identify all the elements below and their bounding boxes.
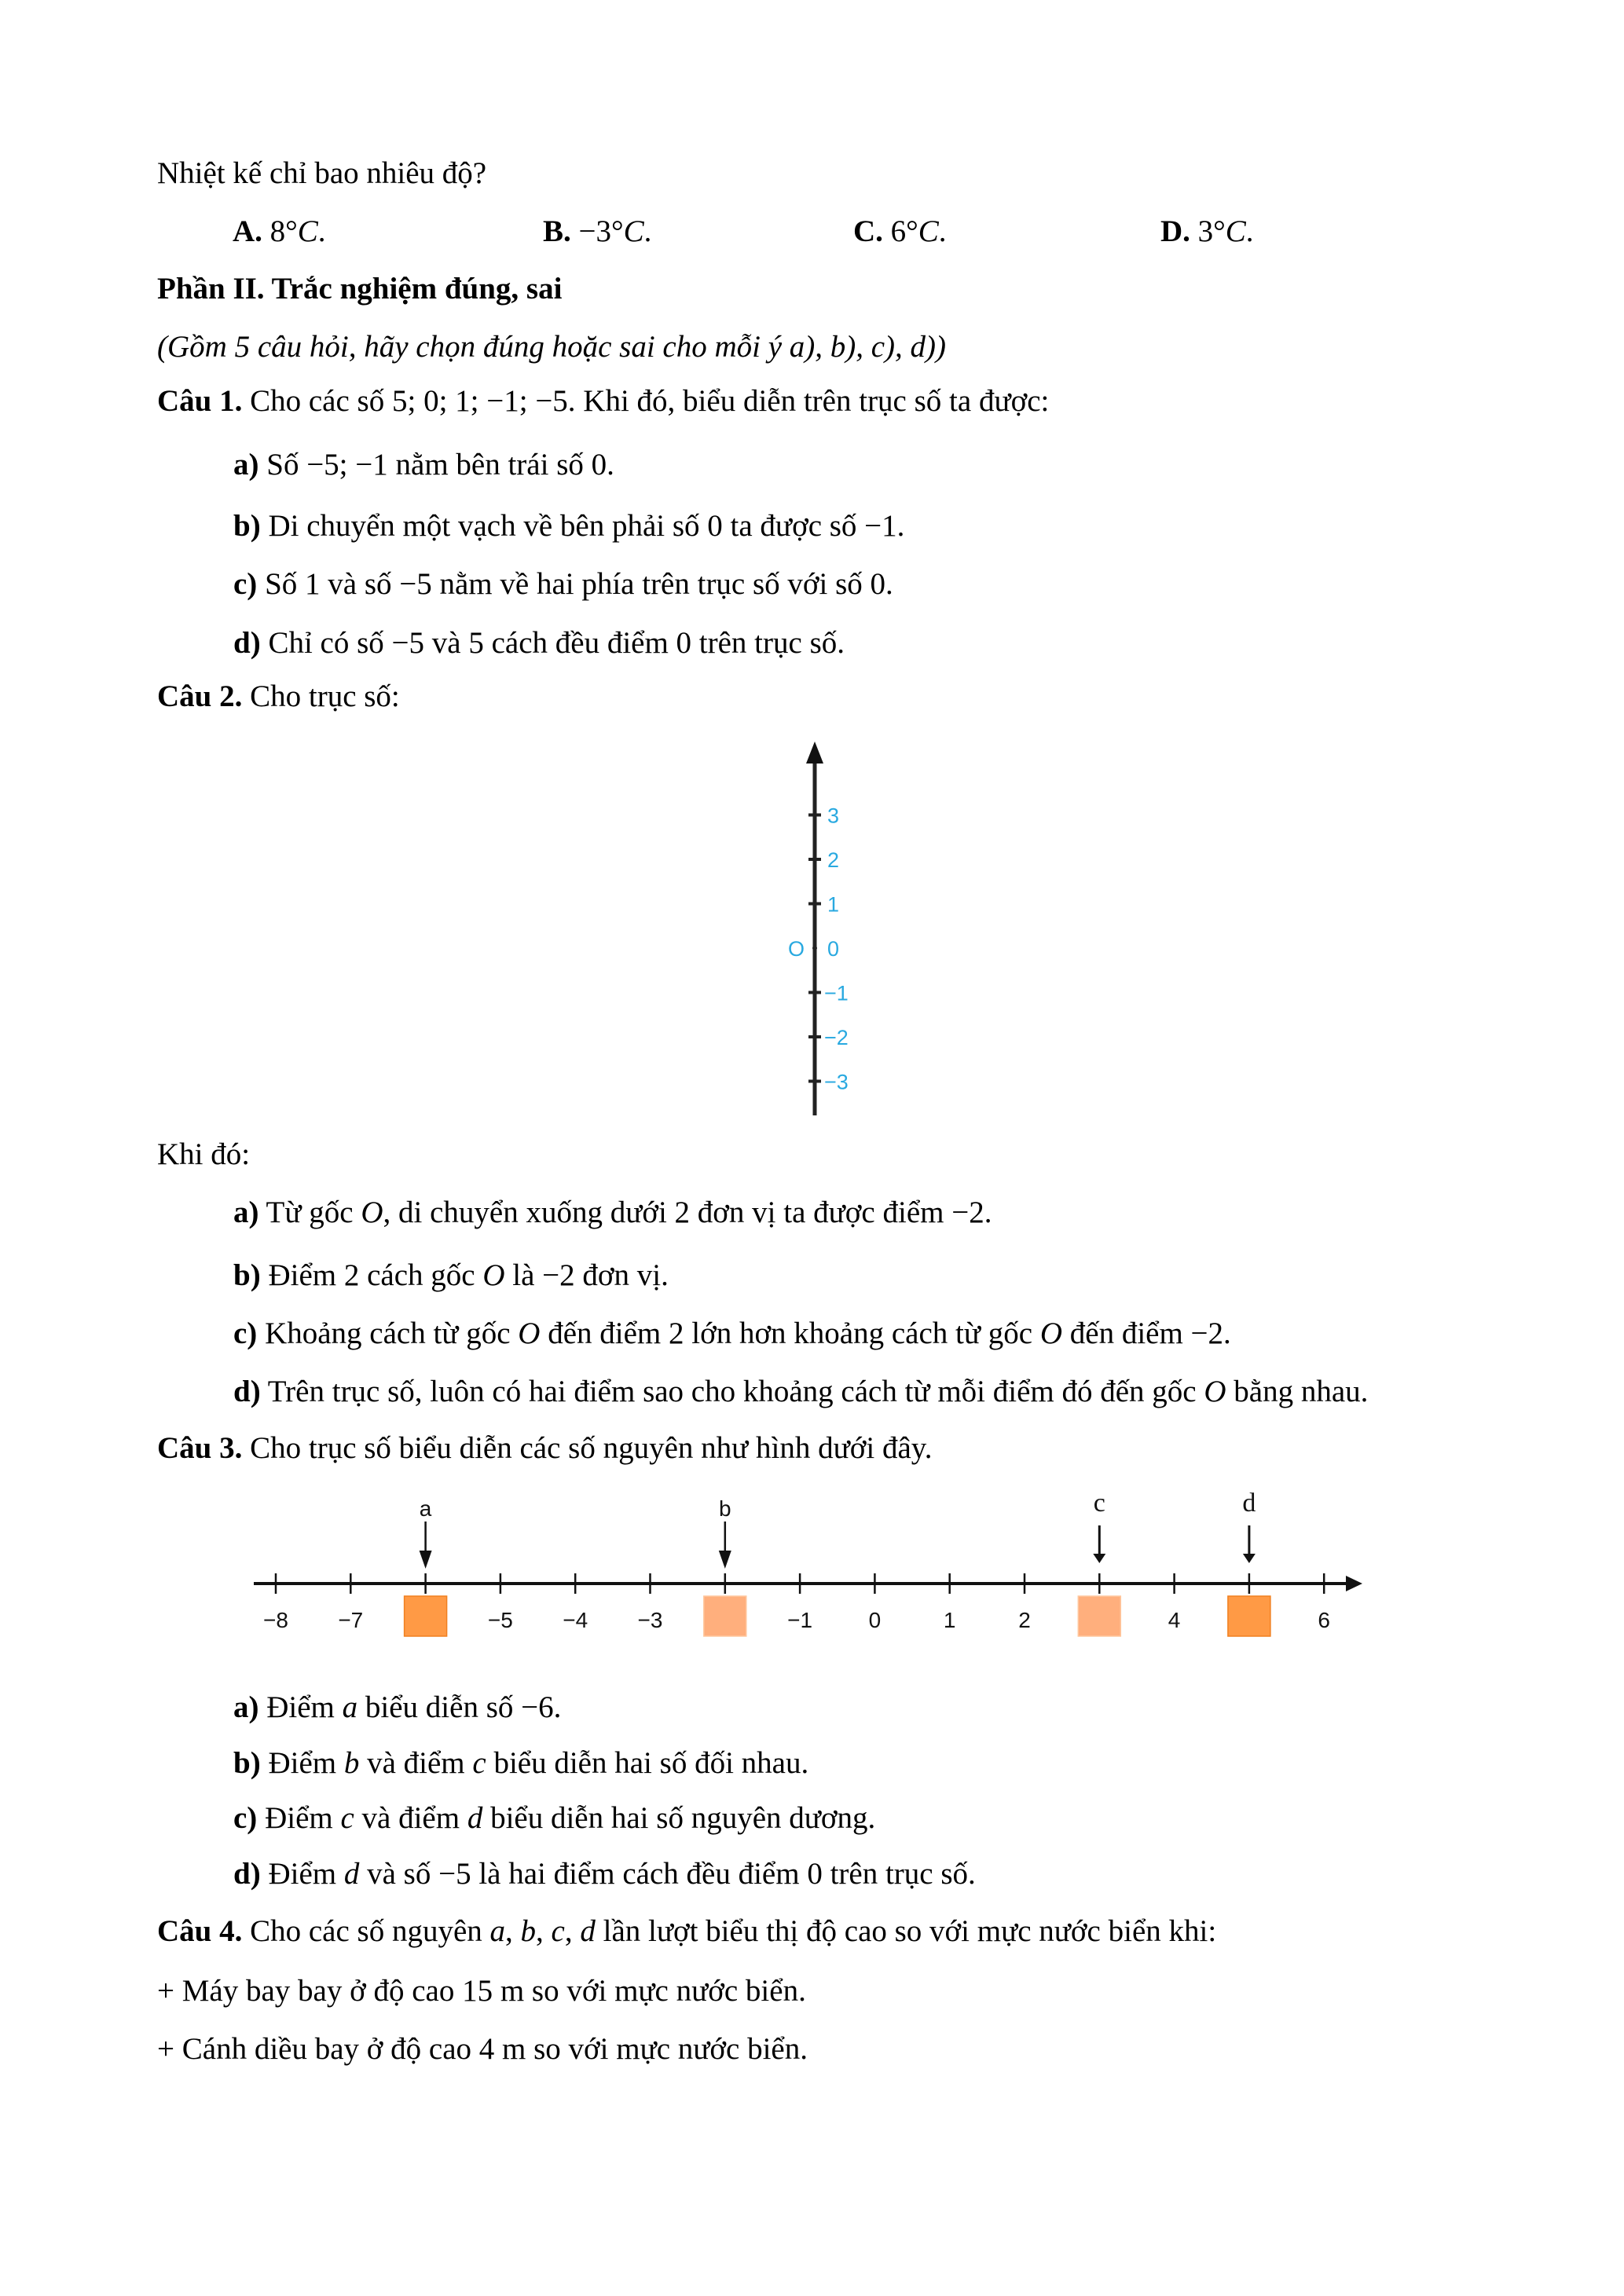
- vertical-tick-label: 0: [827, 937, 840, 961]
- horizontal-tick-label: 0: [868, 1608, 882, 1632]
- item-key: a): [233, 1690, 259, 1724]
- item-text: Trên trục số, luôn có hai điểm sao cho khoảng cách từ mỗi điểm đó đến gốc: [260, 1375, 1204, 1408]
- option-value: 6°: [890, 214, 918, 248]
- q1-stem-text: Cho các số 5; 0; 1; −1; −5. Khi đó, biểu diễn trên trục số ta được:: [242, 384, 1050, 418]
- math-variable: O: [482, 1258, 505, 1292]
- item-text: Số 1 và số −5 nằm về hai phía trên trục số với số 0.: [257, 567, 893, 601]
- item-text: là −2 đơn vị.: [504, 1258, 669, 1292]
- option-unit: C: [623, 214, 644, 248]
- q3-item-c[interactable]: [233, 1803, 875, 1834]
- horizontal-tick-label: 4: [1168, 1608, 1181, 1632]
- hidden-value-box: [704, 1596, 746, 1636]
- item-key: c): [233, 567, 258, 601]
- vertical-tick-label: −2: [824, 1026, 849, 1049]
- point-label: b: [719, 1496, 731, 1521]
- item-text: ,: [564, 1914, 581, 1948]
- item-text: Điểm: [258, 1690, 343, 1724]
- point-label: c: [1093, 1489, 1105, 1518]
- option-key: B.: [543, 214, 571, 248]
- horizontal-tick-label: 2: [1018, 1608, 1031, 1632]
- horizontal-tick-label: 6: [1318, 1608, 1330, 1632]
- horizontal-tick-label: −1: [787, 1608, 813, 1632]
- option-value: 3°: [1197, 214, 1226, 248]
- math-variable: O: [361, 1196, 383, 1229]
- math-variable: a: [342, 1690, 358, 1724]
- math-variable: b: [520, 1914, 537, 1948]
- q3-label: Câu 3.: [157, 1431, 243, 1465]
- math-variable: d: [467, 1801, 483, 1835]
- item-text: biểu diễn số −6.: [357, 1690, 562, 1724]
- q4-stem-text: [242, 1914, 1216, 1948]
- hidden-value-box: [1228, 1596, 1270, 1636]
- q4-label: Câu 4.: [157, 1914, 243, 1948]
- horizontal-tick-label: −4: [563, 1608, 588, 1632]
- axis-arrow-right-icon: [1346, 1576, 1362, 1591]
- q4-bullet: + Máy bay bay ở độ cao 15 m so với mực nước biển.: [157, 1974, 806, 2008]
- item-text: Điểm 2 cách gốc: [260, 1258, 483, 1292]
- q4-stem: [157, 1916, 1216, 1947]
- horizontal-tick-label: −8: [263, 1608, 288, 1632]
- option-unit: C: [918, 214, 939, 248]
- item-text: Điểm: [260, 1746, 344, 1780]
- horizontal-tick-label: −5: [487, 1608, 513, 1632]
- question-text: Nhiệt kế chỉ bao nhiêu độ?: [157, 156, 487, 190]
- point-label: a: [419, 1496, 432, 1521]
- item-key: a): [233, 1196, 259, 1229]
- item-text: Điểm: [260, 1857, 344, 1891]
- horizontal-tick-label: −3: [637, 1608, 663, 1632]
- item-key: d): [233, 1375, 261, 1408]
- item-key: b): [233, 509, 261, 543]
- arrow-down-icon: [1093, 1554, 1105, 1563]
- item-key: b): [233, 1746, 261, 1780]
- item-text: và điểm: [359, 1746, 473, 1780]
- option-value: −3°: [578, 214, 624, 248]
- math-variable: O: [518, 1316, 541, 1350]
- math-variable: c: [472, 1746, 486, 1780]
- option-key: C.: [853, 214, 883, 248]
- item-text: Số −5; −1 nằm bên trái số 0.: [258, 448, 614, 482]
- hidden-value-box: [1078, 1596, 1120, 1636]
- item-text: lần lượt biểu thị độ cao so với mực nước biển khi:: [595, 1914, 1217, 1948]
- option-key: A.: [233, 214, 262, 248]
- item-key: b): [233, 1258, 261, 1292]
- q2-intro: Khi đó:: [157, 1137, 251, 1171]
- item-text: và điểm: [354, 1801, 467, 1835]
- arrow-down-icon: [719, 1551, 731, 1569]
- q3-item-b[interactable]: [233, 1748, 808, 1779]
- q3-stem-text: Cho trục số biểu diễn các số nguyên như hình dưới đây.: [242, 1431, 933, 1465]
- math-variable: a: [489, 1914, 506, 1948]
- horizontal-tick-label: −7: [338, 1608, 364, 1632]
- item-text: ,: [505, 1914, 521, 1948]
- vertical-tick-label: −1: [824, 981, 849, 1005]
- item-key: c): [233, 1316, 258, 1350]
- item-text: Chỉ có số −5 và 5 cách đều điểm 0 trên trục số.: [260, 626, 845, 660]
- q3-item-d[interactable]: [233, 1858, 976, 1890]
- item-text: Di chuyển một vạch về bên phải số 0 ta được số −1.: [260, 509, 905, 543]
- item-key: d): [233, 626, 261, 660]
- item-text: ,: [536, 1914, 552, 1948]
- item-text: Khoảng cách từ gốc: [257, 1316, 519, 1350]
- item-key: c): [233, 1801, 258, 1835]
- option-unit: C: [297, 214, 318, 248]
- item-text: biểu diễn hai số đối nhau.: [486, 1746, 809, 1780]
- arrow-down-icon: [1243, 1554, 1256, 1563]
- option-end: .: [643, 214, 652, 248]
- item-text: Điểm: [257, 1801, 341, 1835]
- q3-item-a[interactable]: [233, 1692, 561, 1723]
- hidden-value-box: [405, 1596, 447, 1636]
- option-end: .: [317, 214, 326, 248]
- item-text: và số −5 là hai điểm cách đều điểm 0 trên trục số.: [359, 1857, 976, 1891]
- vertical-tick-label: 2: [827, 848, 840, 872]
- item-text: Cho các số nguyên: [242, 1914, 490, 1948]
- option-end: .: [1245, 214, 1254, 248]
- item-text: đến điểm −2.: [1062, 1316, 1231, 1350]
- option-unit: C: [1225, 214, 1246, 248]
- math-variable: d: [343, 1857, 360, 1891]
- section-instructions: (Gồm 5 câu hỏi, hãy chọn đúng hoặc sai cho mỗi ý a), b), c), d)): [157, 330, 947, 364]
- option-end: .: [938, 214, 947, 248]
- vertical-tick-label: −3: [824, 1070, 849, 1094]
- horizontal-tick-label: 1: [943, 1608, 956, 1632]
- vertical-tick-label: 1: [827, 892, 840, 917]
- item-text: biểu diễn hai số nguyên dương.: [482, 1801, 876, 1835]
- math-variable: b: [343, 1746, 360, 1780]
- math-variable: d: [580, 1914, 596, 1948]
- item-text: bằng nhau.: [1226, 1375, 1369, 1408]
- item-key: a): [233, 448, 259, 482]
- section-title: Phần II. Trắc nghiệm đúng, sai: [157, 272, 563, 306]
- vertical-tick-label: 3: [827, 804, 840, 828]
- q1-label: Câu 1.: [157, 384, 243, 418]
- math-variable: c: [340, 1801, 354, 1835]
- option-key: D.: [1160, 214, 1190, 248]
- math-variable: O: [1039, 1316, 1063, 1350]
- item-text: , di chuyển xuống dưới 2 đơn vị ta được điểm −2.: [383, 1196, 992, 1229]
- q2-label: Câu 2.: [157, 679, 243, 713]
- item-text: đến điểm 2 lớn hơn khoảng cách từ gốc: [540, 1316, 1040, 1350]
- math-variable: O: [1204, 1375, 1226, 1408]
- math-variable: c: [551, 1914, 565, 1948]
- q4-bullet: + Cánh diều bay ở độ cao 4 m so với mực nước biển.: [157, 2032, 808, 2066]
- option-value: 8°: [269, 214, 298, 248]
- item-key: d): [233, 1857, 261, 1891]
- item-text: Từ gốc: [258, 1196, 361, 1229]
- point-label: d: [1242, 1489, 1256, 1518]
- origin-label: O: [788, 937, 805, 961]
- q2-stem-text: Cho trục số:: [242, 679, 400, 713]
- arrow-down-icon: [420, 1551, 432, 1569]
